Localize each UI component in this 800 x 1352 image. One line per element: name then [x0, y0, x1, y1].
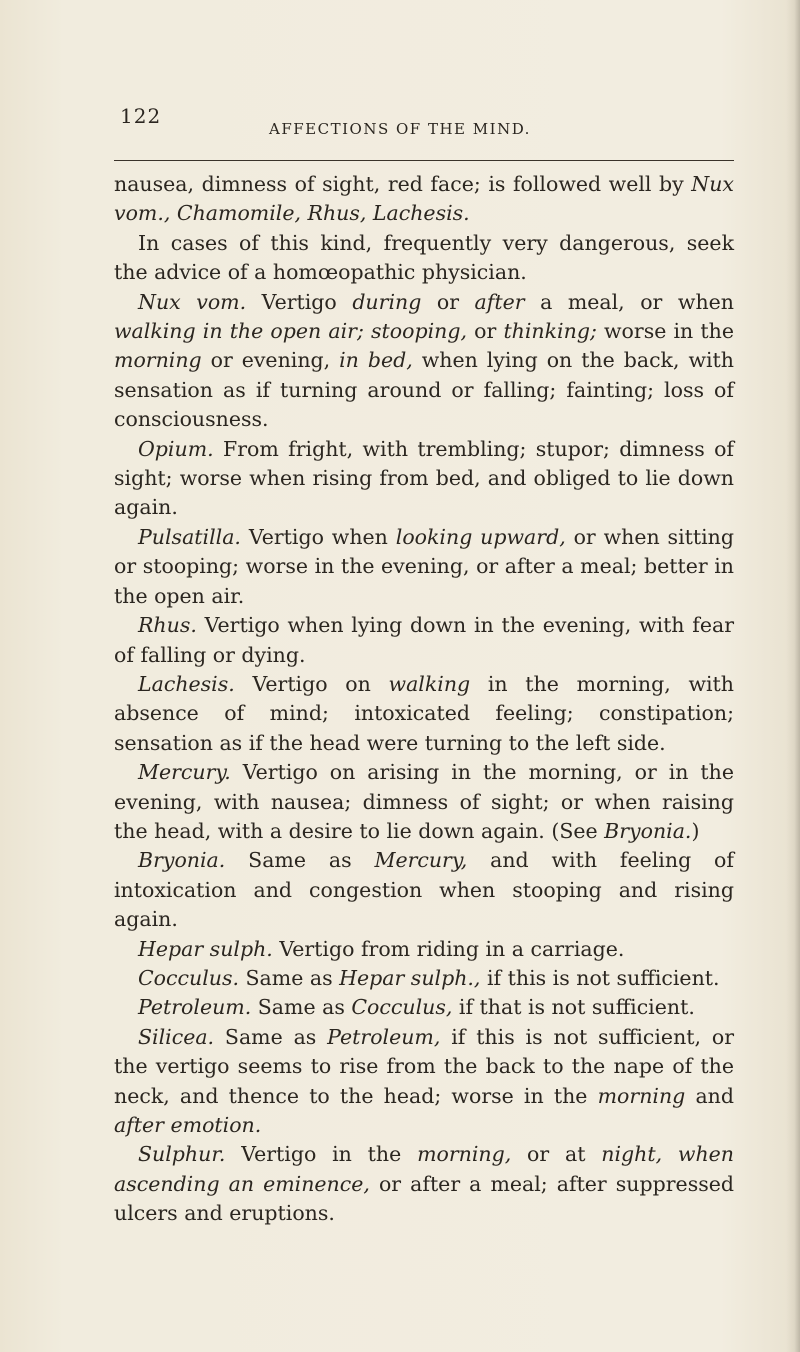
text-run: Vertigo on — [234, 671, 389, 696]
text-run: Vertigo when — [240, 524, 396, 549]
italic-text: walking — [388, 671, 471, 696]
italic-text: morning — [114, 348, 202, 373]
text-run: or — [421, 289, 475, 314]
italic-text: Petroleum, — [327, 1024, 441, 1049]
italic-text: after emotion. — [114, 1113, 262, 1137]
text-run: or — [466, 319, 504, 344]
paragraph — [114, 229, 734, 288]
page-edge-shadow — [786, 0, 800, 1352]
italic-text: Mercury. — [138, 760, 231, 785]
italic-text: during — [352, 289, 422, 314]
text-run: worse in the — [596, 319, 734, 344]
text-run: Vertigo in the — [225, 1142, 418, 1167]
text-run: Vertigo when lying down in the evening, with fear of falling or dying. — [114, 613, 734, 667]
paragraph — [114, 846, 734, 934]
text-run: Vertigo from riding in a carriage. — [272, 936, 625, 961]
italic-text: Silicea. — [138, 1024, 215, 1049]
italic-text: Nux vom. — [138, 289, 247, 314]
italic-text: in bed, — [339, 348, 413, 373]
text-run: if that is not sufficient. — [452, 995, 695, 1020]
italic-text: Sulphur. — [138, 1142, 226, 1167]
italic-text: thinking; — [503, 319, 597, 344]
paragraph — [114, 611, 734, 670]
text-run: Same as — [214, 1024, 328, 1049]
text-run: Vertigo — [246, 289, 353, 314]
body-text — [114, 170, 734, 1229]
italic-text: Bryonia. — [604, 818, 692, 843]
paragraph — [114, 758, 734, 846]
text-run: Same as — [225, 848, 375, 873]
text-run: if this is not sufficient. — [480, 965, 720, 990]
italic-text: Cocculus, — [351, 995, 453, 1020]
page-number: 122 — [120, 104, 162, 128]
paragraph — [114, 288, 734, 435]
text-run: Vertigo on arising in the morning, or in the evening, with nausea; dimness of sight; or when raising the head, with a desire to lie down again. (See — [114, 760, 734, 843]
italic-text: morning — [597, 1083, 686, 1108]
italic-text: Rhus. — [138, 613, 197, 638]
header-rule — [114, 160, 734, 161]
text-run: Same as — [251, 995, 352, 1020]
text-run: Same as — [239, 965, 340, 990]
paragraph — [114, 993, 734, 1022]
text-run: if this is not sufficient, or the vertigo seems to rise from the back to the nape of the neck, and thence to the head; worse in the — [114, 1024, 734, 1108]
italic-text: looking upward, — [395, 524, 566, 549]
italic-text: Bryonia. — [138, 848, 226, 873]
italic-text: Nux vom., Chamomile, Rhus, Lachesis. — [114, 172, 734, 226]
text-run: and — [685, 1083, 734, 1108]
italic-text: Pulsatilla. — [138, 524, 241, 549]
italic-text: Hepar sulph., — [339, 965, 481, 990]
text-run: or when sitting or stooping; worse in the evening, or after a meal; better in the open air. — [114, 524, 734, 608]
text-run: In cases of this kind, frequently very dangerous, seek the advice of a homœopathic physician. — [114, 230, 734, 285]
italic-text: walking in the open air; stooping, — [114, 319, 467, 344]
text-run: or evening, — [201, 348, 340, 373]
paragraph — [114, 435, 734, 523]
text-run: a meal, or when — [524, 289, 734, 314]
italic-text: after — [474, 289, 525, 314]
italic-text: night, when ascending an eminence, — [114, 1142, 734, 1196]
italic-text: Hepar sulph. — [138, 936, 273, 961]
text-run: ) — [691, 818, 700, 843]
paragraph — [114, 964, 734, 993]
paragraph — [114, 170, 734, 229]
text-run: when lying on the back, with sensation as if turning around or falling; fainting; loss of consciousness. — [114, 348, 734, 432]
paragraph — [114, 523, 734, 611]
text-run: From fright, with trembling; stupor; dimness of sight; worse when rising from bed, and obliged to lie down again. — [114, 436, 734, 520]
italic-text: morning, — [417, 1142, 512, 1167]
text-run: in the morning, with absence of mind; intoxicated feeling; constipation; sensation as if the head were turning to the left side. — [114, 671, 734, 755]
paragraph — [114, 670, 734, 758]
paragraph — [114, 1023, 734, 1141]
italic-text: Opium. — [138, 436, 214, 461]
text-run: or at — [511, 1142, 602, 1167]
text-run: and with feeling of intoxication and congestion when stooping and rising again. — [114, 848, 734, 932]
running-head: AFFECTIONS OF THE MIND. — [269, 120, 531, 138]
italic-text: Cocculus. — [138, 965, 239, 990]
text-run: nausea, dimness of sight, red face; is followed well by — [114, 172, 692, 196]
italic-text: Petroleum. — [138, 995, 252, 1020]
paragraph — [114, 935, 734, 964]
text-run: or after a meal; after suppressed ulcers and eruptions. — [114, 1171, 734, 1226]
italic-text: Lachesis. — [138, 671, 235, 696]
italic-text: Mercury, — [374, 848, 468, 873]
paragraph — [114, 1140, 734, 1228]
